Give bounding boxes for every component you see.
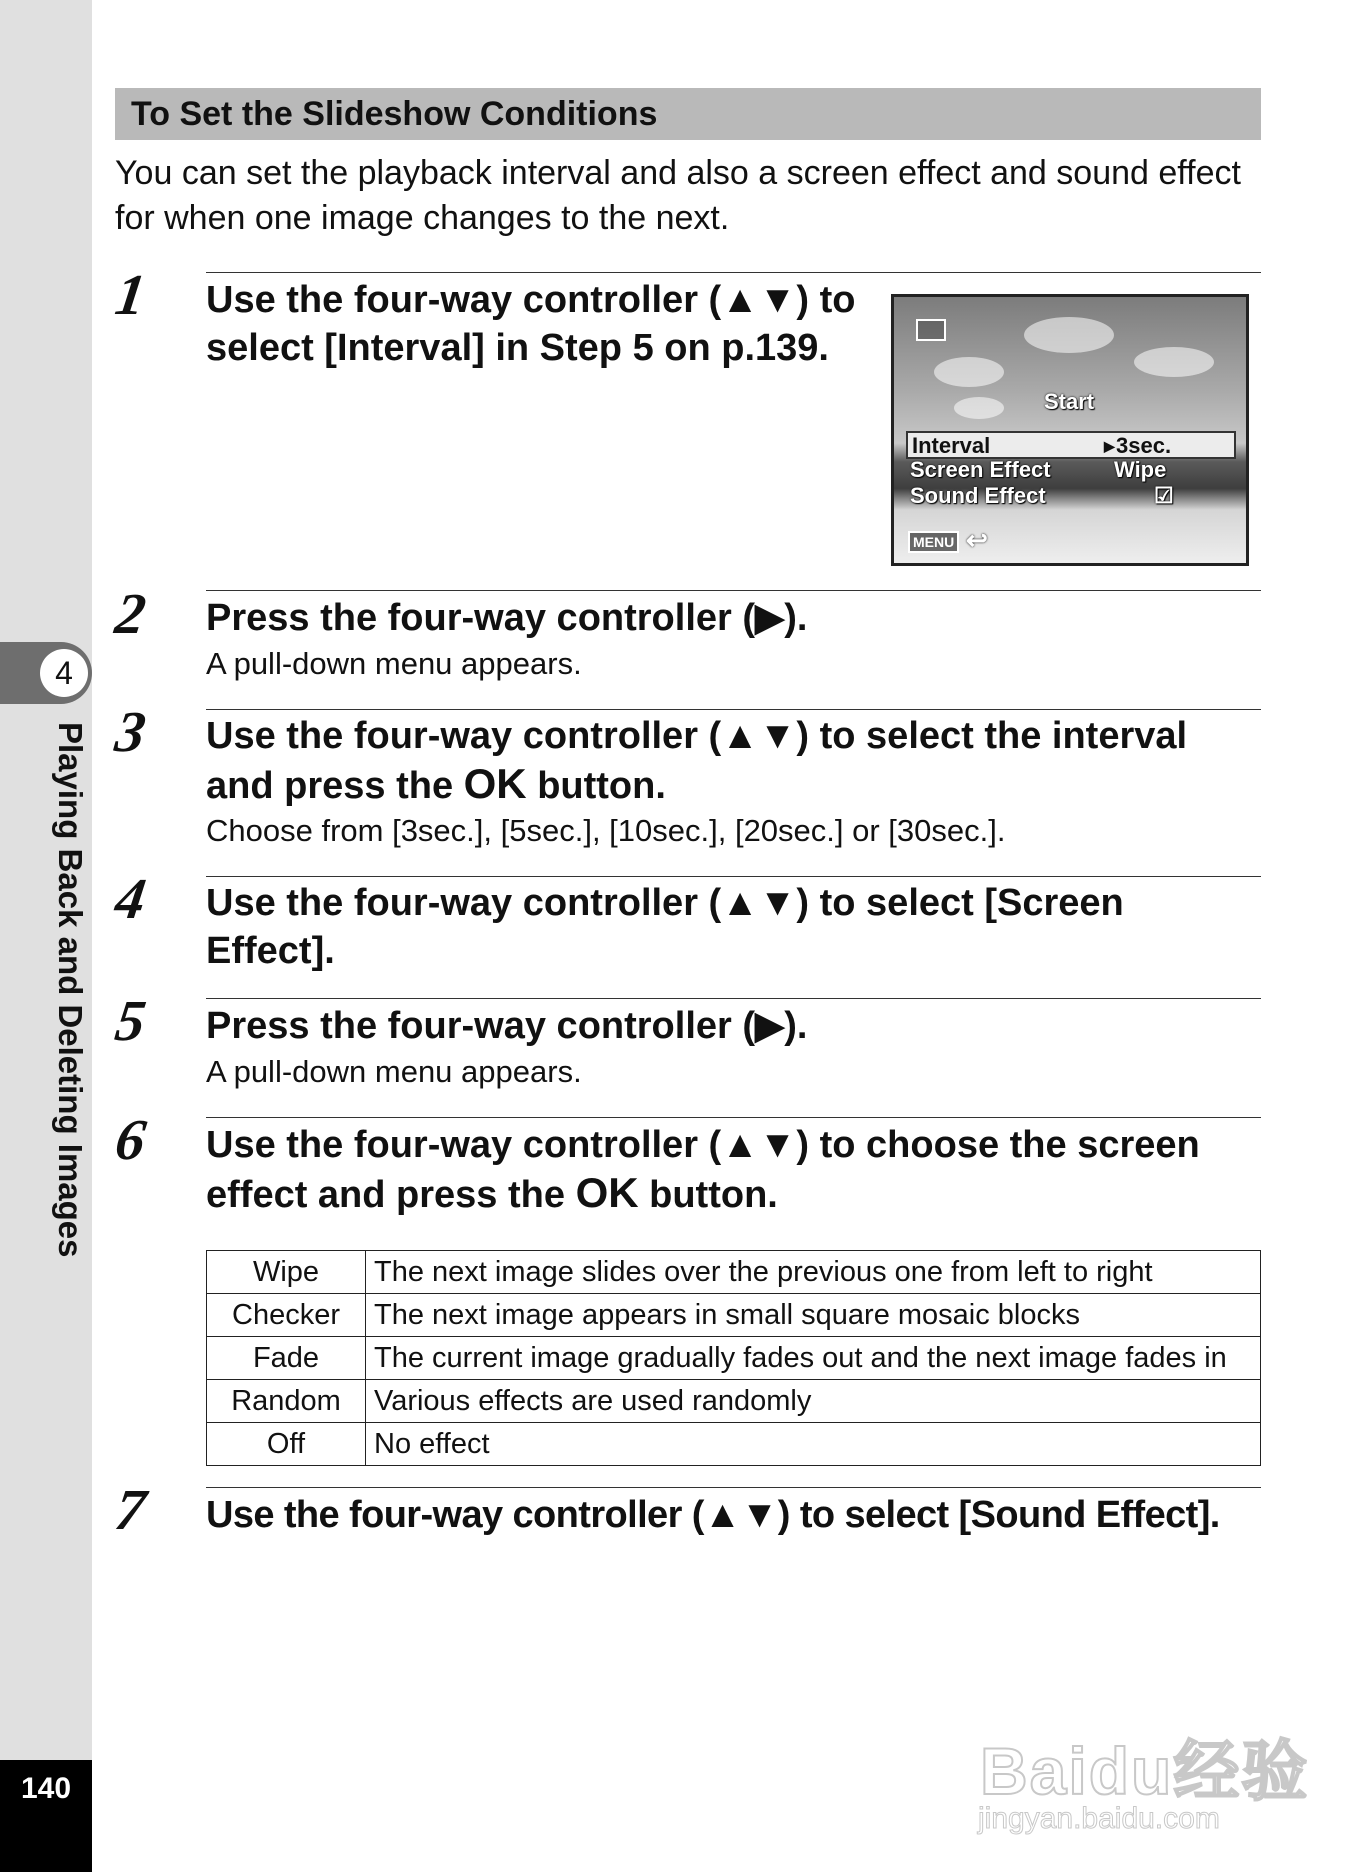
effect-name: Fade (207, 1337, 366, 1380)
step-heading: Press the four-way controller (▶). (206, 597, 808, 639)
step-heading-text: Use the four-way controller (▲▼) to select the interval and press the (206, 715, 1188, 807)
step-divider (206, 1117, 1261, 1118)
menu-row-sound-effect (906, 483, 1236, 511)
ok-button-glyph: OK (463, 760, 527, 807)
menu-row-value: Wipe (1114, 457, 1167, 482)
menu-row-label: Screen Effect (910, 457, 1051, 482)
step-divider (206, 876, 1261, 877)
effect-description: The next image appears in small square mosaic blocks (366, 1294, 1261, 1337)
step-heading: Use the four-way controller (▲▼) to select [Sound Effect]. (206, 1494, 1220, 1536)
step-heading: Use the four-way controller (▲▼) to select [Screen Effect]. (206, 882, 1124, 972)
section-intro: You can set the playback interval and also a screen effect and sound effect for when one image changes to the next. (115, 154, 1241, 237)
step-heading: Press the four-way controller (▶). (206, 1005, 808, 1047)
ok-button-glyph: OK (575, 1169, 639, 1216)
step-divider (206, 709, 1261, 710)
step-number: 2 (111, 581, 150, 646)
watermark-url: jingyan.baidu.com (978, 1802, 1220, 1835)
camera-slideshow-screen (891, 294, 1249, 566)
back-icon: ↩ (966, 525, 988, 555)
step-heading-text: button. (638, 1174, 778, 1216)
step-divider (206, 998, 1261, 999)
effect-description: The current image gradually fades out and the next image fades in (366, 1337, 1261, 1380)
right-arrow-icon: ▶ (1104, 438, 1115, 454)
table-row (207, 1337, 1261, 1380)
playback-icon (916, 319, 946, 341)
effect-name: Off (207, 1423, 366, 1466)
step-number: 1 (111, 262, 150, 327)
step-number: 4 (111, 866, 150, 931)
menu-row-label: Interval (912, 433, 991, 458)
effect-description: No effect (366, 1423, 1261, 1466)
menu-row-label: Sound Effect (910, 483, 1046, 508)
effect-description: The next image slides over the previous one from left to right (366, 1251, 1261, 1294)
table-row (207, 1380, 1261, 1423)
section-title: To Set the Slideshow Conditions (115, 88, 1261, 140)
table-row (207, 1251, 1261, 1294)
step-number: 5 (111, 988, 150, 1053)
step-heading (206, 712, 1261, 810)
step-note: A pull-down menu appears. (206, 646, 582, 681)
menu-row-interval (906, 431, 1236, 459)
step-heading-text: Use the four-way controller (▲▼) to choose the screen effect and press the (206, 1124, 1200, 1216)
page-number: 140 (20, 1772, 72, 1805)
menu-row-value: 3sec. (1116, 433, 1172, 458)
checkbox-icon: ☑ (1154, 483, 1174, 508)
baidu-watermark: Baidu经验 (980, 1734, 1310, 1808)
table-row (207, 1423, 1261, 1466)
step-heading-text: button. (526, 765, 666, 807)
menu-button-icon: MENU (908, 531, 959, 553)
chapter-title: Playing Back and Deleting Images (52, 722, 89, 1258)
menu-row-screen-effect (906, 457, 1236, 485)
effect-name: Random (207, 1380, 366, 1423)
step-heading (206, 1121, 1261, 1219)
step-note: Choose from [3sec.], [5sec.], [10sec.], [20sec.] or [30sec.]. (206, 813, 1006, 848)
start-label: Start (1044, 389, 1095, 414)
step-divider (206, 1487, 1261, 1488)
effect-name: Checker (207, 1294, 366, 1337)
step-number: 6 (111, 1107, 150, 1172)
step-note: A pull-down menu appears. (206, 1054, 582, 1089)
screen-effects-table (206, 1250, 1261, 1466)
step-heading: Use the four-way controller (▲▼) to select [Interval] in Step 5 on p.139. (206, 279, 856, 369)
effect-description: Various effects are used randomly (366, 1380, 1261, 1423)
step-divider (206, 272, 1261, 273)
step-divider (206, 590, 1261, 591)
table-row (207, 1294, 1261, 1337)
chapter-number: 4 (40, 649, 88, 697)
step-number: 7 (111, 1477, 150, 1542)
effect-name: Wipe (207, 1251, 366, 1294)
step-number: 3 (111, 699, 150, 764)
